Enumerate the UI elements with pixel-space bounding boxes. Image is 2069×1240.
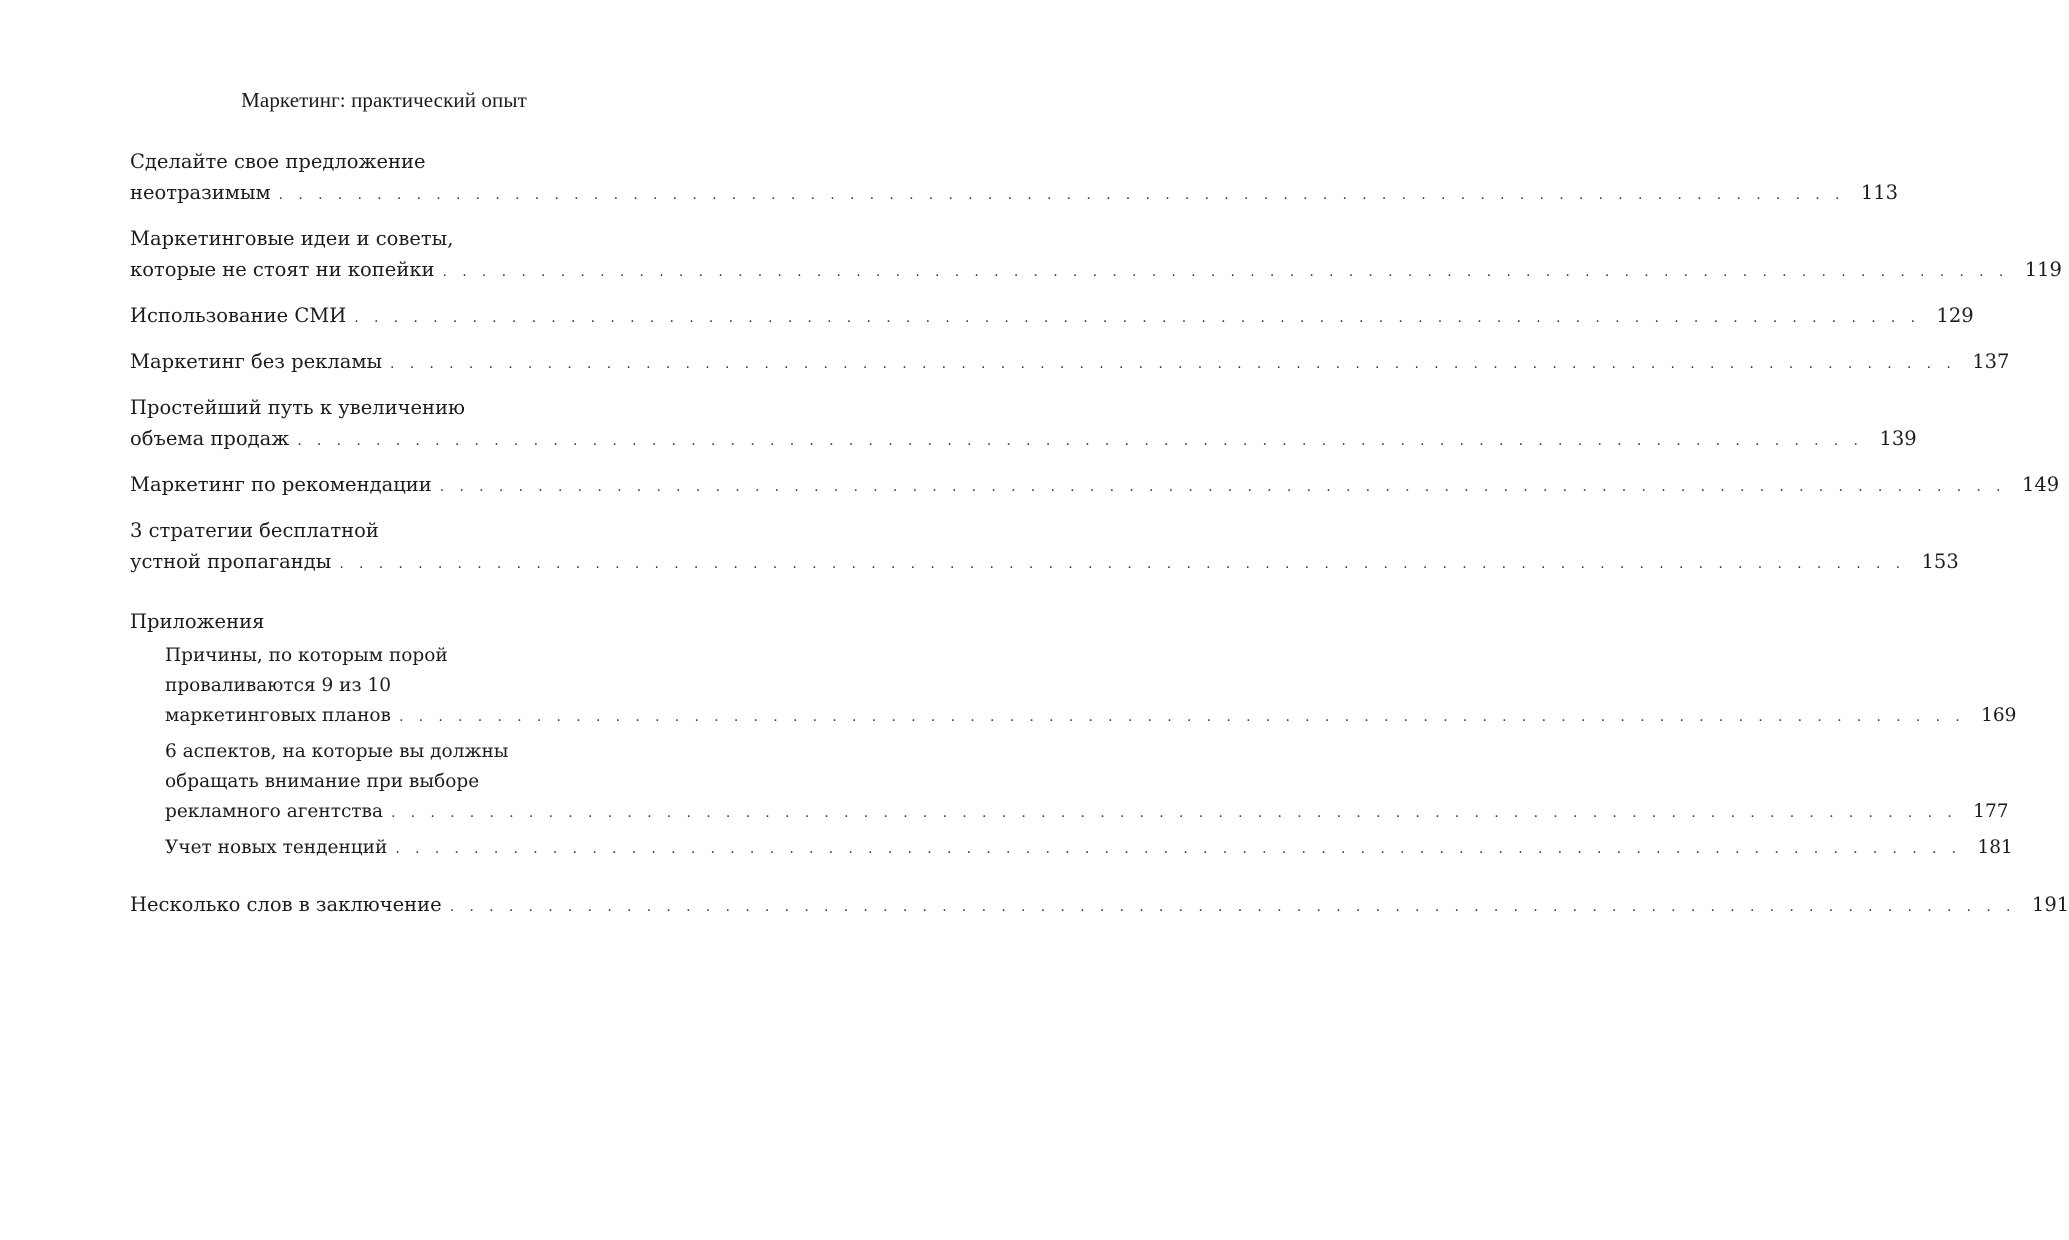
toc-entry-title-line: маркетинговых планов <box>165 705 391 726</box>
toc-entry-title-line: Учет новых тенденций <box>165 837 388 858</box>
toc-entry[interactable] <box>130 346 2010 380</box>
toc-entry-last-line <box>130 546 1959 580</box>
toc-entry[interactable] <box>165 737 2009 828</box>
toc-page-number: 137 <box>1972 350 2010 373</box>
toc-entry-title-line: Маркетинговые идеи и советы, <box>130 227 454 250</box>
toc-entry-title-line: Причины, по которым порой <box>165 645 448 666</box>
toc-page-number: 153 <box>1921 550 1959 573</box>
spacer <box>130 869 668 889</box>
toc-entry-last-line <box>130 346 2010 380</box>
table-of-contents <box>130 146 2069 935</box>
dot-leader: . . . . . . . . . . . . . . . . . . . . . . . . . . . . . . . . . . . . . . . . . . . . . . . . . . . . . . . . . . . . . . . . . . . . . . . . . . . . . . . . <box>354 310 1921 326</box>
toc-entry[interactable] <box>165 641 2017 732</box>
toc-entry-title-line: Сделайте свое предложение <box>130 150 426 173</box>
toc-entry[interactable] <box>165 833 2013 864</box>
toc-page-number: 149 <box>2021 473 2060 496</box>
toc-page-number: 113 <box>1860 181 1899 204</box>
toc-entry[interactable] <box>130 889 2069 923</box>
toc-entry-title-line: Несколько слов в заключение <box>130 893 442 916</box>
dot-leader: . . . . . . . . . . . . . . . . . . . . . . . . . . . . . . . . . . . . . . . . . . . . . . . . . . . . . . . . . . . . . . . . . . . . . . . . . . . . . . . . <box>278 187 1845 203</box>
toc-page-number: 177 <box>1973 801 2009 822</box>
toc-entry-title-line: объема продаж <box>130 427 290 450</box>
toc-entry-last-line <box>130 423 1917 457</box>
toc-entry-title-line: Простейший путь к увеличению <box>130 396 466 419</box>
toc-entry-title-line: Маркетинг по рекомендации <box>130 473 432 496</box>
toc-entry-title-line: Использование СМИ <box>130 304 347 327</box>
dot-leader: . . . . . . . . . . . . . . . . . . . . . . . . . . . . . . . . . . . . . . . . . . . . . . . . . . . . . . . . . . . . . . . . . . . . . . . . . . . . . . . . <box>449 899 2016 915</box>
toc-page-number: 169 <box>1981 705 2017 726</box>
toc-entry-last-line <box>130 300 1974 334</box>
toc-entry[interactable] <box>130 300 1974 334</box>
dot-leader: . . . . . . . . . . . . . . . . . . . . . . . . . . . . . . . . . . . . . . . . . . . . . . . . . . . . . . . . . . . . . . . . . . . . . . . . . . . . . . . . <box>297 433 1864 449</box>
toc-page-number: 129 <box>1936 304 1974 327</box>
dot-leader: . . . . . . . . . . . . . . . . . . . . . . . . . . . . . . . . . . . . . . . . . . . . . . . . . . . . . . . . . . . . . . . . . . . . . . . . . . . . . . . . <box>395 841 1962 857</box>
toc-entry[interactable] <box>130 146 1899 211</box>
toc-entry-title-line: которые не стоят ни копейки <box>130 258 435 281</box>
dot-leader: . . . . . . . . . . . . . . . . . . . . . . . . . . . . . . . . . . . . . . . . . . . . . . . . . . . . . . . . . . . . . . . . . . . . . . . . . . . . . . . . <box>339 556 1906 572</box>
toc-entry[interactable] <box>130 515 1959 580</box>
toc-entry-title-line: рекламного агентства <box>165 801 383 822</box>
appendix-heading: Приложения <box>130 610 265 633</box>
toc-entry-title-line: обращать внимание при выборе <box>165 771 480 792</box>
toc-entry[interactable] <box>130 223 2062 288</box>
toc-entry[interactable] <box>130 469 2060 503</box>
toc-entry-title-line: устной пропаганды <box>130 550 332 573</box>
toc-entry[interactable] <box>130 392 1917 457</box>
toc-entry-last-line <box>130 889 2069 923</box>
dot-leader: . . . . . . . . . . . . . . . . . . . . . . . . . . . . . . . . . . . . . . . . . . . . . . . . . . . . . . . . . . . . . . . . . . . . . . . . . . . . . . . . <box>398 709 1966 725</box>
toc-entry-title-line: проваливаются 9 из 10 <box>165 675 392 696</box>
dot-leader: . . . . . . . . . . . . . . . . . . . . . . . . . . . . . . . . . . . . . . . . . . . . . . . . . . . . . . . . . . . . . . . . . . . . . . . . . . . . . . . . <box>390 356 1957 372</box>
toc-entry-title-line: 6 аспектов, на которые вы должны <box>165 741 509 762</box>
toc-entry-last-line <box>165 701 2017 732</box>
running-header: Маркетинг: практический опыт <box>241 88 527 112</box>
toc-main-entries <box>130 146 2062 580</box>
toc-entry-title-line: неотразимым <box>130 181 271 204</box>
toc-entry-title-line: Маркетинг без рекламы <box>130 350 383 373</box>
dot-leader: . . . . . . . . . . . . . . . . . . . . . . . . . . . . . . . . . . . . . . . . . . . . . . . . . . . . . . . . . . . . . . . . . . . . . . . . . . . . . . . . <box>442 264 2009 280</box>
toc-entry-last-line <box>130 254 2062 288</box>
toc-appendix-entries <box>130 641 2017 864</box>
toc-entry-title-line: 3 стратегии бесплатной <box>130 519 379 542</box>
toc-entry-last-line <box>165 833 2013 864</box>
toc-entry-last-line <box>130 469 2060 503</box>
toc-page-number: 119 <box>2024 258 2062 281</box>
toc-entry-last-line <box>165 797 2009 828</box>
toc-page-number: 139 <box>1879 427 1917 450</box>
dot-leader: . . . . . . . . . . . . . . . . . . . . . . . . . . . . . . . . . . . . . . . . . . . . . . . . . . . . . . . . . . . . . . . . . . . . . . . . . . . . . . . . <box>390 805 1958 821</box>
toc-closing-entry <box>130 889 2069 923</box>
toc-entry-last-line <box>130 177 1899 211</box>
toc-page-number: 181 <box>1977 837 2013 858</box>
toc-page-number: 191 <box>2031 893 2069 916</box>
dot-leader: . . . . . . . . . . . . . . . . . . . . . . . . . . . . . . . . . . . . . . . . . . . . . . . . . . . . . . . . . . . . . . . . . . . . . . . . . . . . . . . . <box>439 479 2006 495</box>
